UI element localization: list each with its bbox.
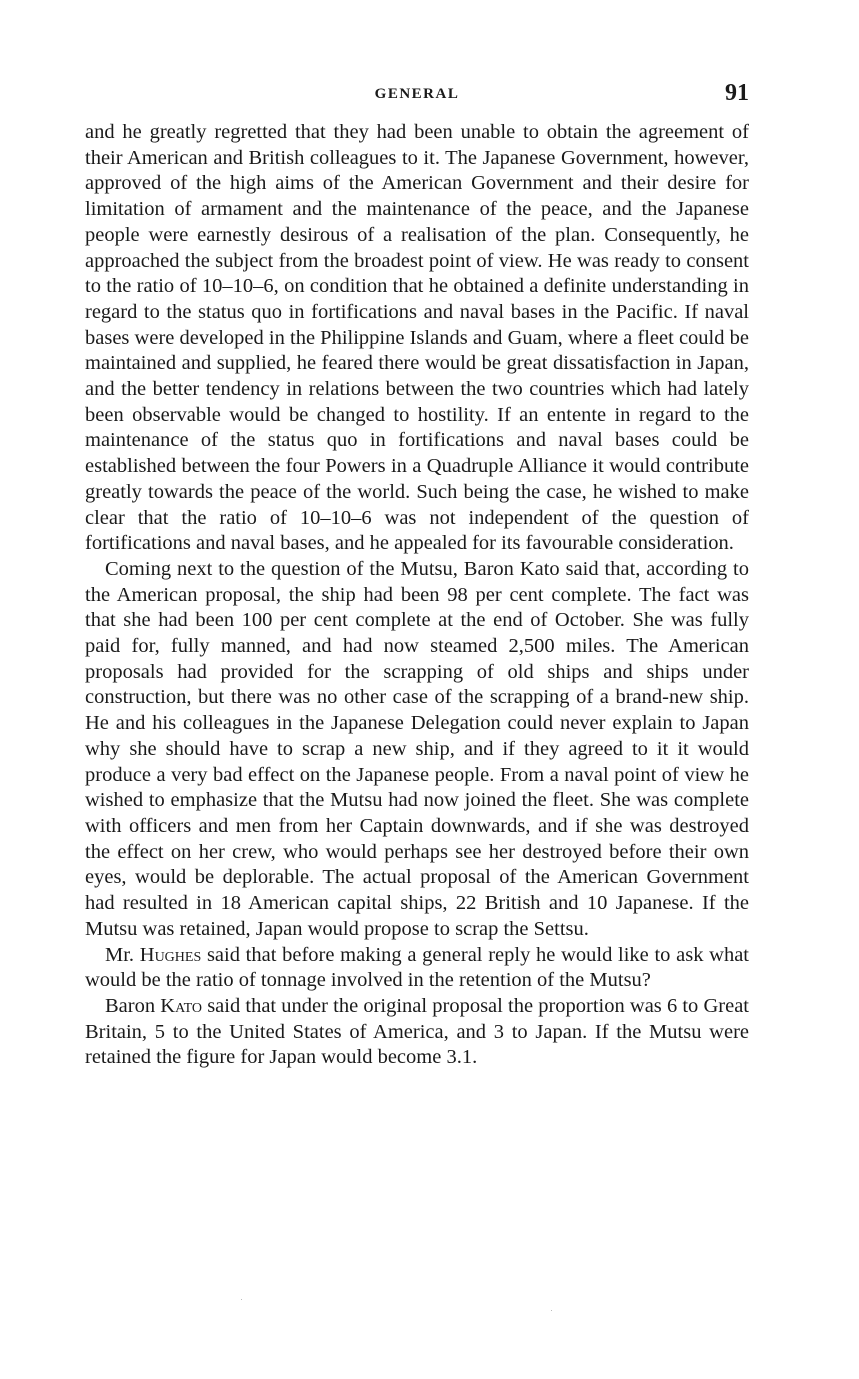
book-page bbox=[85, 80, 749, 1071]
page-number: 91 bbox=[725, 80, 749, 106]
speaker-name: Hughes bbox=[139, 943, 202, 966]
speaker-title: Mr. bbox=[105, 943, 140, 966]
speaker-title: Baron bbox=[105, 994, 161, 1017]
scan-speck bbox=[241, 1299, 242, 1300]
paragraph-hughes bbox=[85, 943, 749, 994]
paragraph-text: said that under the original proposal the proportion was 6 to Great Britain, 5 to the United States of America, and 3 to Japan. If the Mutsu were retained the figure for Japan would become 3.1. bbox=[85, 994, 749, 1069]
body-text bbox=[85, 120, 749, 1071]
scan-speck bbox=[551, 1310, 552, 1311]
running-title: GENERAL bbox=[374, 86, 460, 102]
paragraph-continued: and he greatly regretted that they had been unable to obtain the agreement of their American and British colleagues to it. The Japanese Government, however, approved of the high aims of the American Government and their desire for limitation of armament and the maintenance of the peace, and the Japanese people were earnestly desirous of a realisation of the plan. Consequently, he approached the subject from the broadest point of view. He was ready to consent to the ratio of 10–10–6, on condition that he obtained a definite understanding in regard to the status quo in fortifications and naval bases in the Pacific. If naval bases were developed in the Philippine Islands and Guam, where a fleet could be maintained and supplied, he feared there would be great dissatisfaction in Japan, and the better tendency in relations between the two countries which had lately been observable would be changed to hostility. If an entente in regard to the maintenance of the status quo in fortifications and naval bases could be established between the four Powers in a Quadruple Alliance it would contribute greatly towards the peace of the world. Such being the case, he wished to make clear that the ratio of 10–10–6 was not independent of the question of fortifications and naval bases, and he appealed for its favourable consideration. bbox=[85, 121, 749, 555]
running-head bbox=[85, 80, 749, 120]
speaker-name: Kato bbox=[160, 994, 203, 1017]
paragraph-kato bbox=[85, 994, 749, 1071]
paragraph-text: said that before making a general reply he would like to ask what would be the ratio of tonnage involved in the retention of the Mutsu? bbox=[85, 943, 749, 992]
paragraph-mutsu: Coming next to the question of the Mutsu, Baron Kato said that, according to the American proposal, the ship had been 98 per cent complete. The fact was that she had been 100 per cent complete at the end of October. She was fully paid for, fully manned, and had now steamed 2,500 miles. The American proposals had provided for the scrapping of old ships and ships under construction, but there was no other case of the scrapping of a brand-new ship. He and his colleagues in the Japanese Delegation could never explain to Japan why she should have to scrap a new ship, and if they agreed to it it would produce a very bad effect on the Japanese people. From a naval point of view he wished to emphasize that the Mutsu had now joined the fleet. She was complete with officers and men from her Captain downwards, and if she was destroyed the effect on her crew, who would perhaps see her destroyed before their own eyes, would be deplorable. The actual proposal of the American Government had resulted in 18 American capital ships, 22 British and 10 Japanese. If the Mutsu was retained, Japan would propose to scrap the Settsu. bbox=[85, 557, 749, 940]
